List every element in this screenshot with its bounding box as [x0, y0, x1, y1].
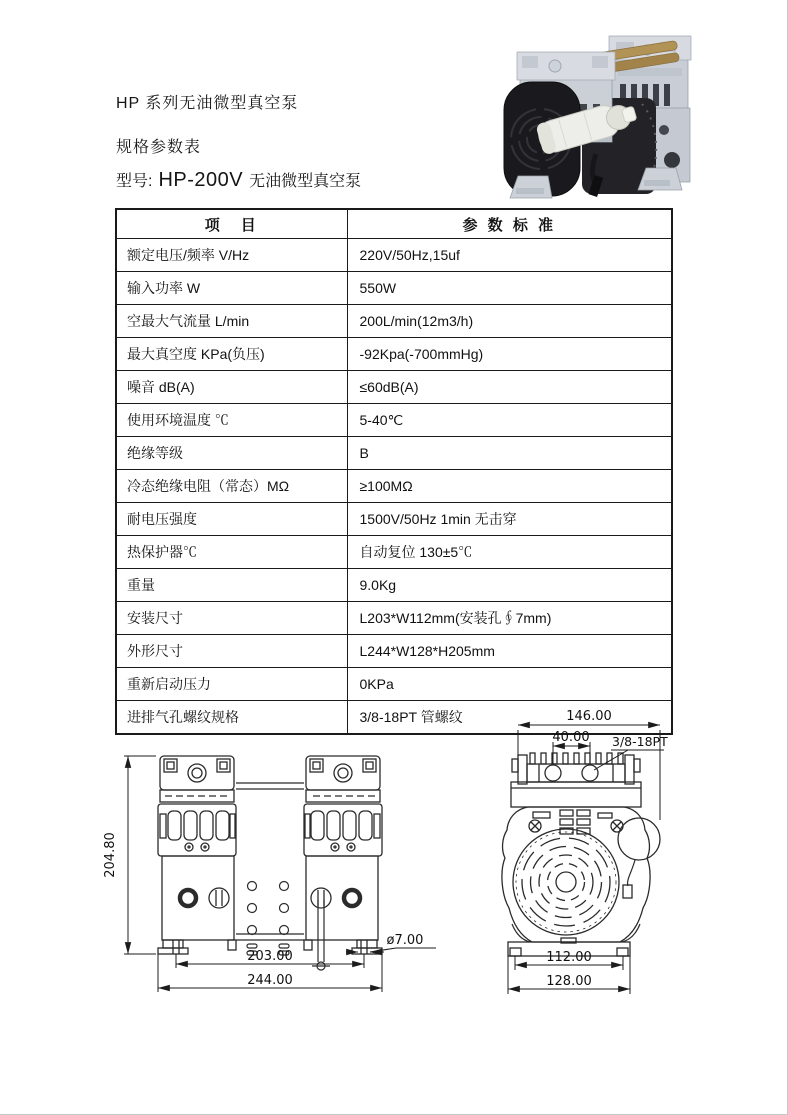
table-row	[116, 536, 672, 569]
spec-item-cell: 外形尺寸	[116, 635, 347, 668]
dim-overall-width-label: 146.00	[566, 709, 612, 724]
spec-value-cell: 200L/min(12m3/h)	[347, 305, 672, 338]
pump-outline	[158, 756, 382, 970]
dim-base-width-label: 128.00	[546, 974, 592, 989]
dim-height-label: 204.80	[103, 832, 118, 878]
dim-hole-diameter-label: ø7.00	[386, 933, 424, 948]
spec-item-cell: 重新启动压力	[116, 668, 347, 701]
spec-value-cell: 自动复位 130±5℃	[347, 536, 672, 569]
table-row	[116, 404, 672, 437]
spec-item-cell: 最大真空度 KPa(负压)	[116, 338, 347, 371]
model-label: 型号:	[116, 173, 153, 190]
spec-value-cell: 1500V/50Hz 1min 无击穿	[347, 503, 672, 536]
spec-value-cell: B	[347, 437, 672, 470]
spec-item-cell: 安装尺寸	[116, 602, 347, 635]
spec-value-cell: L244*W128*H205mm	[347, 635, 672, 668]
spec-item-cell: 重量	[116, 569, 347, 602]
table-row	[116, 437, 672, 470]
table-header-row	[116, 209, 672, 239]
spec-value-cell: 9.0Kg	[347, 569, 672, 602]
table-row	[116, 668, 672, 701]
series-title: HP 系列无油微型真空泵	[116, 95, 299, 112]
spec-item-cell: 额定电压/频率 V/Hz	[116, 239, 347, 272]
spec-item-cell: 热保护器℃	[116, 536, 347, 569]
table-row	[116, 569, 672, 602]
spec-value-cell: 550W	[347, 272, 672, 305]
spec-table	[115, 208, 673, 735]
model-suffix: 无油微型真空泵	[249, 173, 362, 190]
front-view-drawing	[100, 726, 450, 1006]
spec-value-cell: ≤60dB(A)	[347, 371, 672, 404]
dim-overall-length-label: 244.00	[247, 973, 293, 988]
dim-mount-width-label: 112.00	[546, 950, 592, 965]
spec-value-cell: 3/8-18PT 管螺纹	[347, 701, 672, 735]
table-row	[116, 503, 672, 536]
spec-item-cell: 空最大气流量 L/min	[116, 305, 347, 338]
table-row	[116, 470, 672, 503]
table-row	[116, 602, 672, 635]
spec-value-cell: L203*W112mm(安装孔∮7mm)	[347, 602, 672, 635]
spec-value-cell: ≥100MΩ	[347, 470, 672, 503]
spec-value-cell: 220V/50Hz,15uf	[347, 239, 672, 272]
table-row	[116, 635, 672, 668]
spec-value-cell: -92Kpa(-700mmHg)	[347, 338, 672, 371]
spec-item-cell: 冷态绝缘电阻（常态）MΩ	[116, 470, 347, 503]
table-row	[116, 305, 672, 338]
spec-item-cell: 噪音 dB(A)	[116, 371, 347, 404]
spec-value-cell: 0KPa	[347, 668, 672, 701]
spec-item-cell: 耐电压强度	[116, 503, 347, 536]
table-row	[116, 371, 672, 404]
model-line	[116, 168, 361, 192]
table-row	[116, 239, 672, 272]
spec-item-cell: 使用环境温度 ℃	[116, 404, 347, 437]
header-item: 项 目	[116, 209, 347, 239]
table-row	[116, 272, 672, 305]
spec-item-cell: 绝缘等级	[116, 437, 347, 470]
spec-item-cell: 进排气孔螺纹规格	[116, 701, 347, 735]
spec-sheet-title: 规格参数表	[116, 139, 202, 156]
pump-side-outline	[502, 753, 660, 956]
dim-port-spacing-label: 40.00	[552, 730, 590, 745]
dim-hole-span-label: 203.00	[247, 949, 293, 964]
model-number: HP-200V	[158, 169, 244, 191]
side-view-drawing	[478, 702, 708, 1012]
product-photo	[492, 12, 700, 200]
thread-spec-label: 3/8-18PT	[612, 734, 668, 749]
header-value: 参 数 标 准	[347, 209, 672, 239]
spec-value-cell: 5-40℃	[347, 404, 672, 437]
spec-item-cell: 输入功率 W	[116, 272, 347, 305]
table-row	[116, 338, 672, 371]
